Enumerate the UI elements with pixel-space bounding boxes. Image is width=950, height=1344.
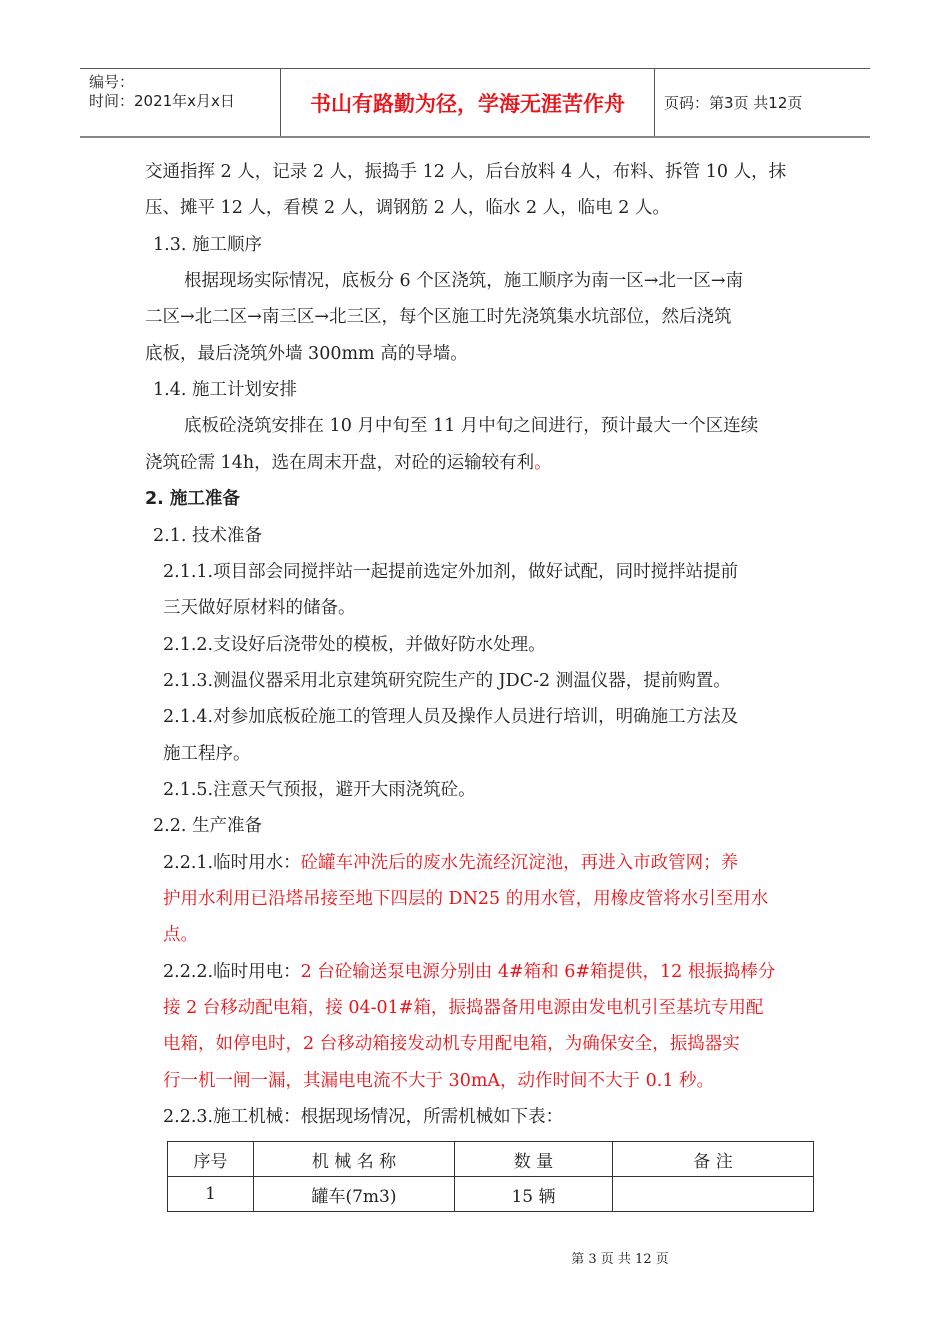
text-segment: 1.4. 施工计划安排 <box>153 380 297 401</box>
text-line <box>153 815 262 837</box>
text-line <box>153 525 262 547</box>
document-number-label: 编号： <box>89 73 135 91</box>
highlighted-text: 接 2 台移动配电箱，接 04-01#箱，振捣器备用电源由发电机引至基坑专用配 <box>163 998 764 1019</box>
text-segment: 二区→北二区→南三区→北三区，每个区施工时先浇筑集水坑部位，然后浇筑 <box>145 307 732 328</box>
text-segment: 2.1. 技术准备 <box>153 525 262 546</box>
page-header <box>80 68 870 138</box>
text-segment: 底板砼浇筑安排在 10 月中旬至 11 月中旬之间进行，预计最大一个区连续 <box>184 416 759 437</box>
text-line <box>163 1033 740 1055</box>
text-line <box>163 634 546 656</box>
table-header-row <box>168 1142 814 1177</box>
text-segment: 根据现场实际情况，底板分 6 个区浇筑，施工顺序为南一区→北一区→南 <box>184 271 744 292</box>
machinery-table <box>167 1141 814 1212</box>
text-line <box>163 961 775 983</box>
text-segment: 2.2.1.临时用水： <box>163 852 301 873</box>
highlighted-text: 行一机一闸一漏，其漏电电流不大于 30mA，动作时间不大于 0.1 秒。 <box>163 1070 715 1091</box>
text-segment: 压、摊平 12 人，看模 2 人，调钢筋 2 人，临水 2 人，临电 2 人。 <box>145 198 670 219</box>
text-line <box>163 743 251 765</box>
text-line <box>153 379 297 401</box>
table-header-cell: 数 量 <box>455 1142 613 1177</box>
text-segment: 浇筑砼需 14h，选在周末开盘，对砼的运输较有利 <box>145 452 535 473</box>
text-line <box>145 488 240 510</box>
text-line <box>145 343 468 365</box>
text-segment: 2.2. 生产准备 <box>153 816 262 837</box>
highlighted-text: 点。 <box>163 925 198 946</box>
highlighted-text: 护用水利用已沿塔吊接至地下四层的 DN25 的用水管，用橡皮管将水引至用水 <box>163 889 769 909</box>
text-line <box>163 597 356 619</box>
text-segment: 施工程序。 <box>163 743 251 764</box>
text-line <box>145 197 670 219</box>
text-segment: 2.1.4.对参加底板砼施工的管理人员及操作人员进行培训，明确施工方法及 <box>163 707 739 728</box>
text-line <box>145 306 732 328</box>
table-header-cell: 备 注 <box>613 1142 814 1177</box>
highlighted-text: 2 台砼输送泵电源分别由 4#箱和 6#箱提供，12 根振捣棒分 <box>300 961 776 982</box>
text-segment: 2. 施工准备 <box>145 489 240 510</box>
text-line <box>163 706 738 728</box>
text-line <box>163 1070 714 1092</box>
table-cell <box>613 1177 814 1212</box>
table-row <box>168 1177 814 1212</box>
text-segment: 2.1.5.注意天气预报，避开大雨浇筑砼。 <box>163 779 476 800</box>
text-line <box>163 997 763 1019</box>
text-line <box>163 888 768 910</box>
text-segment: 三天做好原材料的储备。 <box>163 598 356 619</box>
text-line <box>163 779 476 801</box>
text-line <box>163 561 738 583</box>
text-line <box>145 161 786 183</box>
text-segment: 底板，最后浇筑外墙 300mm 高的导墙。 <box>145 343 468 364</box>
text-line <box>153 234 262 256</box>
header-page-info: 页码：第3页 共12页 <box>664 94 803 112</box>
text-segment: 2.1.2.支设好后浇带处的模板，并做好防水处理。 <box>163 634 546 655</box>
text-line <box>145 452 552 474</box>
text-line <box>163 924 198 946</box>
text-segment: 2.2.3.施工机械：根据现场情况，所需机械如下表： <box>163 1107 564 1128</box>
highlighted-text: 。 <box>534 452 552 473</box>
table-cell: 1 <box>168 1177 254 1212</box>
table-header-cell: 序号 <box>168 1142 254 1177</box>
text-segment: 2.1.3.测温仪器采用北京建筑研究院生产的 JDC-2 测温仪器，提前购置。 <box>163 670 731 691</box>
header-motto: 书山有路勤为径，学海无涯苦作舟 <box>281 69 655 136</box>
text-line <box>163 852 738 874</box>
text-segment: 交通指挥 2 人，记录 2 人，振捣手 12 人，后台放料 4 人，布料、拆管 10 人，抹 <box>145 162 787 182</box>
text-line <box>184 415 758 437</box>
date-label: 时间：2021年x月x日 <box>89 92 235 110</box>
text-segment: 2.1.1.项目部会同搅拌站一起提前选定外加剂，做好试配，同时搅拌站提前 <box>163 561 739 582</box>
text-segment: 2.2.2.临时用电： <box>163 961 301 982</box>
text-line <box>184 270 743 292</box>
header-meta <box>80 69 281 136</box>
table-header-cell: 机 械 名 称 <box>254 1142 455 1177</box>
table-cell: 15 辆 <box>455 1177 613 1212</box>
highlighted-text: 电箱，如停电时，2 台移动箱接发动机专用配电箱，为确保安全，振捣器实 <box>163 1034 740 1055</box>
text-segment: 1.3. 施工顺序 <box>153 234 262 255</box>
highlighted-text: 砼罐车冲洗后的废水先流经沉淀池，再进入市政管网；养 <box>300 852 739 873</box>
table-cell: 罐车(7m3) <box>254 1177 455 1212</box>
page-footer: 第 3 页 共 12 页 <box>571 1252 669 1267</box>
text-line <box>163 1106 563 1128</box>
text-line <box>163 670 731 692</box>
